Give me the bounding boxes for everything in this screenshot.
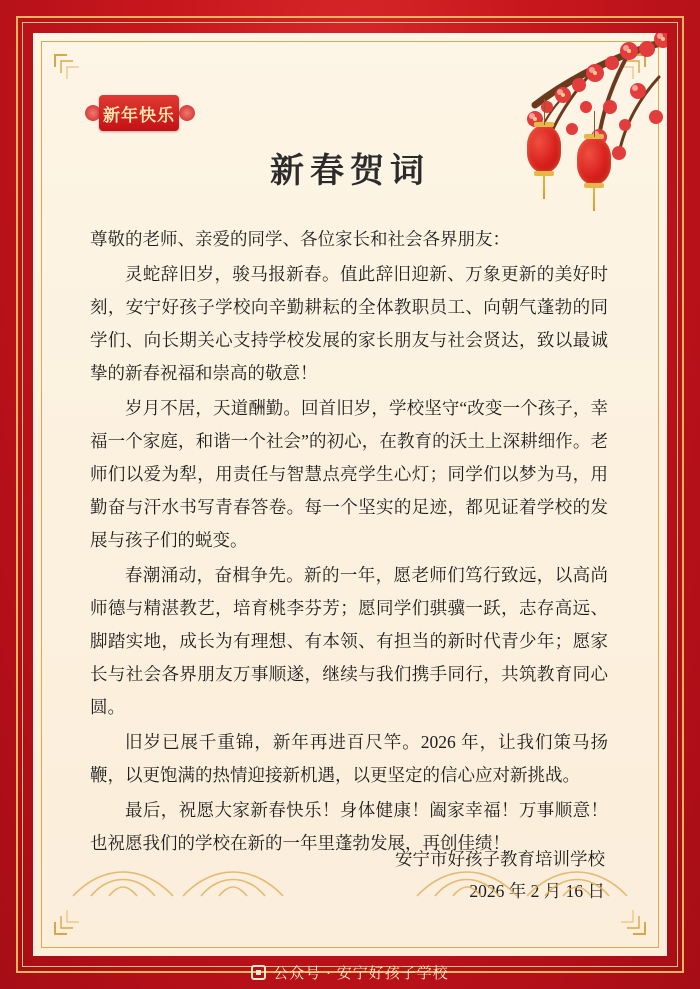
- greeting-paragraph: 最后，祝愿大家新春快乐！身体健康！阖家幸福！万事顺意！也祝愿我们的学校在新的一年里蓬勃发展，再创佳绩！: [90, 800, 608, 853]
- corner-ornament-icon: [53, 890, 99, 936]
- page-title: 新春贺词: [270, 153, 430, 190]
- footer-account-bar: [0, 962, 700, 983]
- seal-label: 新年快乐: [103, 105, 175, 125]
- greeting-paragraph: 旧岁已展千重锦，新年再进百尺竿。2026 年，让我们策马扬鞭，以更饱满的热情迎接新机遇，以更坚定的信心应对新挑战。: [90, 732, 608, 785]
- greeting-paragraph: 岁月不居，天道酬勤。回首旧岁，学校坚守“改变一个孩子，幸福一个家庭，和谐一个社会”的初心，在教育的沃土上深耕细作。老师们以爱为犁，用责任与智慧点亮学生心灯；同学们以梦为马，用勤奋与汗水书写青春答卷。每一个坚实的足迹，都见证着学校的发展与孩子们的蜕变。: [90, 398, 608, 550]
- greeting-body: [90, 223, 608, 862]
- greeting-salutation: 尊敬的老师、亲爱的同学、各位家长和社会各界朋友：: [90, 229, 510, 249]
- paper-panel: [33, 33, 667, 956]
- signature-block: [245, 843, 605, 907]
- corner-ornament-icon: [601, 890, 647, 936]
- greeting-paragraph: 春潮涌动，奋楫争先。新的一年，愿老师们笃行致远，以高尚师德与精湛教艺，培育桃李芬芳；愿同学们骐骥一跃，志存高远、脚踏实地，成长为有理想、有本领、有担当的新时代青少年；愿家长与社会各界朋友万事顺遂，继续与我们携手同行，共筑教育同心圆。: [90, 565, 608, 717]
- qr-code-icon: [251, 965, 266, 980]
- footer-label: 公众号 · 安宁好孩子学校: [273, 966, 449, 982]
- signature-organization: 安宁市好孩子教育培训学校: [395, 849, 605, 869]
- corner-ornament-icon: [601, 53, 647, 99]
- greeting-paragraph: 灵蛇辞旧岁，骏马报新春。值此辞旧迎新、万象更新的美好时刻，安宁好孩子学校向辛勤耕耘的全体教职员工、向朝气蓬勃的同学们、向长期关心支持学校发展的家长朋友与社会贤达，致以最诚挚的新春祝福和崇高的敬意！: [90, 264, 608, 383]
- seal-flourish-right-icon: [179, 105, 195, 121]
- signature-date: 2026 年 2 月 16 日: [469, 881, 605, 901]
- seal-badge: [99, 95, 179, 131]
- new-year-seal: [85, 91, 195, 137]
